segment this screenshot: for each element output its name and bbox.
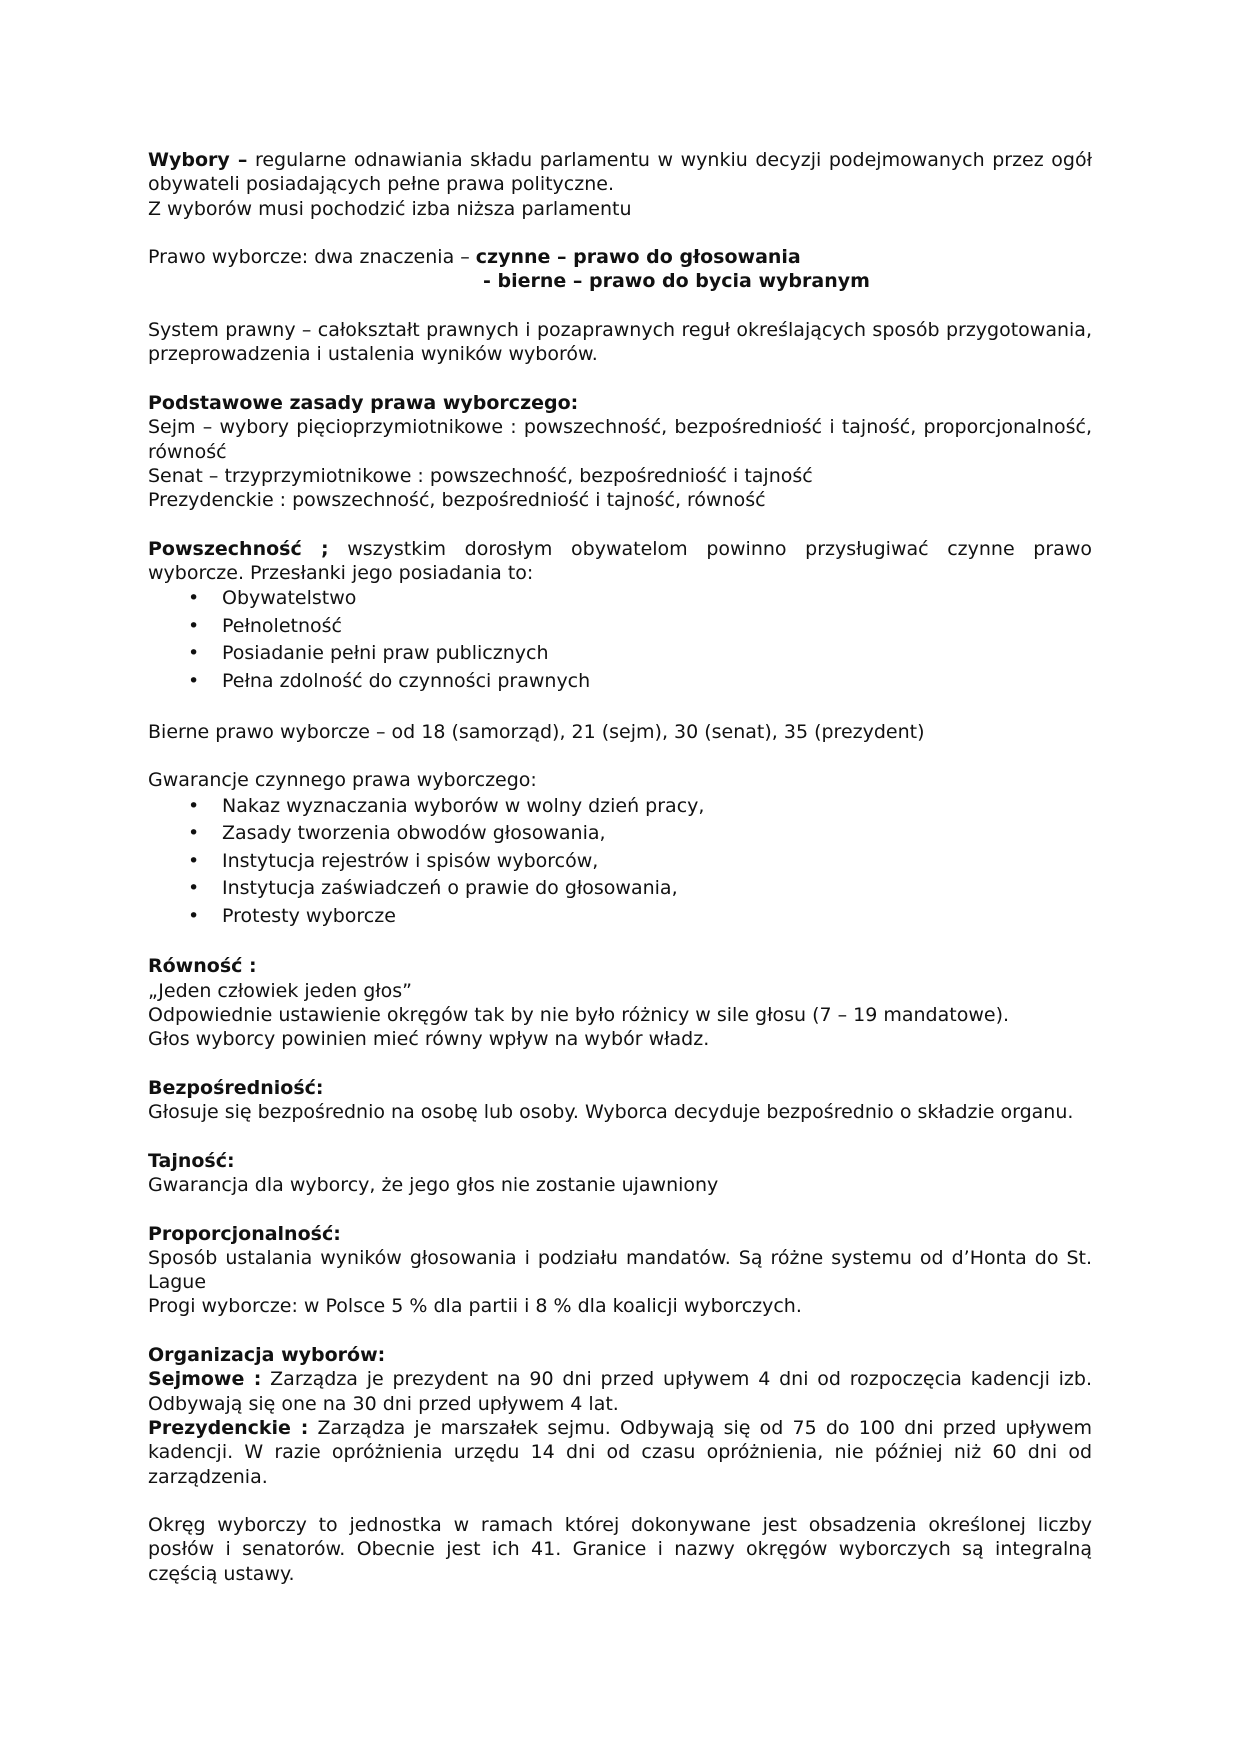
powszechnosc-text: wszystkim dorosłym obywatelom powinno przysługiwać czynne prawo wyborcze. Przesłanki jego posiadania to: bbox=[148, 537, 1092, 585]
document-page bbox=[148, 148, 1092, 1586]
rownosc-heading: Równość : bbox=[148, 955, 257, 978]
bullet-icon: • bbox=[188, 642, 200, 665]
powszechnosc-list bbox=[148, 585, 1092, 695]
list-item: • Pełnoletność bbox=[148, 613, 1092, 641]
bullet-icon: • bbox=[188, 822, 200, 845]
system-paragraph: System prawny – całokształt prawnych i pozaprawnych reguł określających sposób przygotowania, przeprowadzenia i ustalenia wyników wyborów. bbox=[148, 319, 1092, 366]
zasady-heading: Podstawowe zasady prawa wyborczego: bbox=[148, 391, 579, 414]
proporcjonalnosc-heading: Proporcjonalność: bbox=[148, 1222, 341, 1245]
organizacja-sejmowe: Sejmowe : Zarządza je prezydent na 90 dni przed upływem 4 dni od rozpoczęcia kadencji izb. Odbywają się one na 30 dni przed upływem 4 lat. bbox=[148, 1368, 1092, 1415]
zasady-sejm: Sejm – wybory pięcioprzymiotnikowe : powszechność, bezpośredniość i tajność, proporcjonalność, równość bbox=[148, 416, 1092, 463]
bezposredniosc-text: Głosuje się bezpośrednio na osobę lub osoby. Wyborca decyduje bezpośrednio o składzie organu. bbox=[148, 1101, 1074, 1124]
rownosc-line1: Odpowiednie ustawienie okręgów tak by nie było różnicy w sile głosu (7 – 19 mandatowe). bbox=[148, 1003, 1010, 1026]
proporcjonalnosc-progi: Progi wyborcze: w Polsce 5 % dla partii i 8 % dla koalicji wyborczych. bbox=[148, 1295, 802, 1318]
bierne-wiek: Bierne prawo wyborcze – od 18 (samorząd), 21 (sejm), 30 (senat), 35 (prezydent) bbox=[148, 720, 925, 743]
bullet-icon: • bbox=[188, 614, 200, 637]
list-item: • Pełna zdolność do czynności prawnych bbox=[148, 668, 1092, 696]
list-item: • Protesty wyborcze bbox=[148, 903, 1092, 931]
bullet-icon: • bbox=[188, 669, 200, 692]
bullet-icon: • bbox=[188, 794, 200, 817]
zasady-prezydenckie: Prezydenckie : powszechność, bezpośredniość i tajność, równość bbox=[148, 489, 766, 512]
list-item: • Instytucja rejestrów i spisów wyborców, bbox=[148, 848, 1092, 876]
bezposredniosc-heading: Bezpośredniość: bbox=[148, 1076, 324, 1099]
bullet-icon: • bbox=[188, 587, 200, 610]
bullet-icon: • bbox=[188, 849, 200, 872]
prawo-czynne: czynne – prawo do głosowania bbox=[475, 246, 801, 269]
list-item: • Obywatelstwo bbox=[148, 585, 1092, 613]
organizacja-prezydenckie: Prezydenckie : Zarządza je marszałek sejmu. Odbywają się od 75 do 100 dni przed upływem kadencji. W razie opróżnienia urzędu 14 dni od czasu opróżnienia, nie później niż 60 dni od zarządzenia. bbox=[148, 1416, 1092, 1488]
intro-paragraph bbox=[148, 148, 1092, 197]
zasady-senat: Senat – trzyprzymiotnikowe : powszechność, bezpośredniość i tajność bbox=[148, 464, 813, 487]
prawo-bierne: - bierne – prawo do bycia wybranym bbox=[483, 270, 870, 293]
gwarancje-list bbox=[148, 793, 1092, 931]
bullet-icon: • bbox=[188, 877, 200, 900]
gwarancje-heading: Gwarancje czynnego prawa wyborczego: bbox=[148, 769, 537, 792]
powszechnosc-term: Powszechność ; bbox=[148, 537, 329, 560]
tajnosc-text: Gwarancja dla wyborcy, że jego głos nie zostanie ujawniony bbox=[148, 1174, 719, 1196]
list-item: • Instytucja zaświadczeń o prawie do głosowania, bbox=[148, 875, 1092, 903]
powszechnosc-paragraph bbox=[148, 537, 1092, 586]
intro-line2: Z wyborów musi pochodzić izba niższa parlamentu bbox=[148, 197, 632, 220]
tajnosc-heading: Tajność: bbox=[148, 1149, 235, 1172]
prawo-line2 bbox=[148, 269, 1092, 293]
rownosc-line2: Głos wyborcy powinien mieć równy wpływ na wybór władz. bbox=[148, 1028, 710, 1051]
okreg-paragraph: Okręg wyborczy to jednostka w ramach której dokonywane jest obsadzenia określonej liczby posłów i senatorów. Obecnie jest ich 41. Granice i nazwy okręgów wyborczych są integralną częścią ustawy. bbox=[148, 1514, 1092, 1585]
prawo-prefix: Prawo wyborcze: dwa znaczenia – bbox=[148, 246, 476, 269]
prawo-line1 bbox=[148, 245, 1092, 269]
intro-definition: regularne odnawiania składu parlamentu w wynkiu decyzji podejmowanych przez ogół obywateli posiadających pełne prawa polityczne. bbox=[148, 149, 1092, 196]
organizacja-heading: Organizacja wyborów: bbox=[148, 1344, 386, 1367]
list-item: • Posiadanie pełni praw publicznych bbox=[148, 640, 1092, 668]
bullet-icon: • bbox=[188, 904, 200, 927]
rownosc-quote: „Jeden człowiek jeden głos” bbox=[148, 979, 413, 1002]
list-item: • Zasady tworzenia obwodów głosowania, bbox=[148, 820, 1092, 848]
intro-term: Wybory – bbox=[148, 149, 248, 171]
proporcjonalnosc-text: Sposób ustalania wyników głosowania i podziału mandatów. Są różne systemu od d’Honta do St. Lague bbox=[148, 1246, 1092, 1294]
list-item: • Nakaz wyznaczania wyborów w wolny dzień pracy, bbox=[148, 793, 1092, 821]
